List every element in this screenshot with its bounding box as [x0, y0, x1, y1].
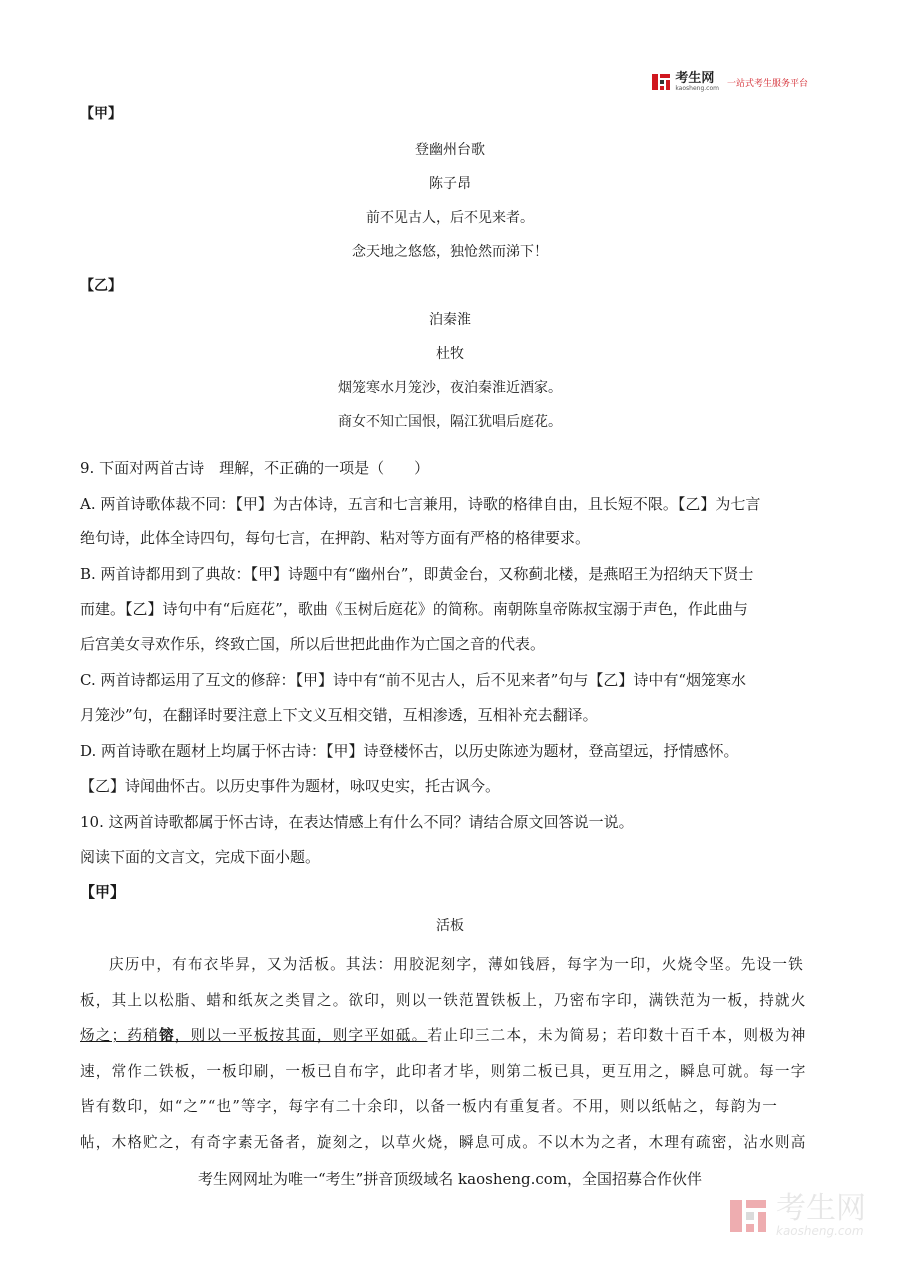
option-c-line1: C. 两首诗都运用了互文的修辞：【甲】诗中有“前不见古人，后不见来者”句与【乙】诗中有“烟笼寒水: [80, 671, 746, 689]
watermark-domain: kaosheng.com: [776, 1224, 864, 1238]
passage-line-3: 炀之；药稍镕，则以一平板按其面，则字平如砥。若止印三二本，未为简易；若印数十百千本，则极为神: [80, 1027, 807, 1044]
option-b-line3: 后宫美女寻欢作乐，终致亡国，所以后世把此曲作为亡国之音的代表。: [80, 635, 546, 653]
poem-yi-line1: 烟笼寒水月笼沙，夜泊秦淮近酒家。: [338, 380, 562, 396]
option-a-line2: 绝句诗，此体全诗四句，每句七言，在押韵、粘对等方面有严格的格律要求。: [80, 529, 591, 547]
option-d-line1: D. 两首诗歌在题材上均属于怀古诗：【甲】诗登楼怀古，以历史陈迹为题材，登高望远，抒情感怀。: [80, 742, 739, 760]
emphasized-char: 镕: [158, 1027, 175, 1044]
passage-line-4: 速，常作二铁板，一板印刷，一板已自布字，此印者才毕，则第二板已具，更互用之，瞬息可就。每一字: [80, 1063, 807, 1080]
poem-yi-title: 泊秦淮: [429, 312, 471, 328]
poem-jia-title: 登幽州台歌: [415, 142, 485, 158]
footer-text: 考生网网址为唯一“考生”拼音顶级域名 kaosheng.com，全国招募合作伙伴: [197, 1170, 703, 1188]
underlined-sentence: 炀之；药稍镕，则以一平板按其面，则字平如砥。: [80, 1027, 428, 1044]
question-10: 10. 这两首诗歌都属于怀古诗，在表达情感上有什么不同？请结合原文回答说一说。: [80, 813, 634, 831]
poem-jia-line1: 前不见古人，后不见来者。: [366, 210, 534, 226]
kaosheng-logo-icon: [651, 72, 671, 92]
poem-yi-label: 【乙】: [80, 278, 122, 294]
passage-line-5: 皆有数印，如“之”“也”等字，每字有二十余印，以备一板内有重复者。不用，则以纸帖之，每韵为一: [80, 1098, 778, 1115]
passage-line-1: 庆历中，有布衣毕昇，又为活板。其法：用胶泥刻字，薄如钱唇，每字为一印，火烧令坚。先设一铁: [109, 956, 804, 973]
poem-yi-line2: 商女不知亡国恨，隔江犹唱后庭花。: [338, 414, 562, 430]
passage-line-2: 板，其上以松脂、蜡和纸灰之类冒之。欲印，则以一铁范置铁板上，乃密布字印，满铁范为一板，持就火: [80, 992, 807, 1009]
poem-jia-line2: 念天地之悠悠，独怆然而涕下！: [352, 244, 548, 260]
reading-intro: 阅读下面的文言文，完成下面小题。: [80, 848, 321, 866]
poem-jia-author: 陈子昂: [429, 176, 471, 192]
watermark-name: 考生网: [776, 1191, 866, 1226]
logo-domain: kaosheng.com: [675, 85, 719, 92]
option-c-line2: 月笼沙”句，在翻译时要注意上下文义互相交错，互相渗透，互相补充去翻译。: [80, 706, 598, 724]
logo-name: 考生网: [675, 71, 715, 86]
option-d-line2: 【乙】诗闻曲怀古。以历史事件为题材，咏叹史实，托古讽今。: [80, 777, 501, 795]
option-a-line1: A. 两首诗歌体裁不同：【甲】为古体诗，五言和七言兼用，诗歌的格律自由，且长短不限。【乙】为七言: [80, 495, 761, 513]
site-logo[interactable]: [651, 72, 808, 92]
passage-label: 【甲】: [80, 883, 126, 901]
passage-title: 活板: [436, 918, 464, 934]
watermark: [728, 1191, 866, 1238]
logo-slogan: 一站式考生服务平台: [726, 78, 808, 89]
poem-jia-label: 【甲】: [80, 106, 122, 122]
watermark-logo-icon: [728, 1196, 768, 1236]
option-b-line1: B. 两首诗都用到了典故：【甲】诗题中有“幽州台”，即黄金台，又称蓟北楼，是燕昭王为招纳天下贤士: [80, 565, 754, 583]
poems-section: [80, 104, 820, 432]
question-9: 9. 下面对两首古诗 理解，不正确的一项是（ ）: [80, 459, 430, 477]
option-b-line2: 而建。【乙】诗句中有“后庭花”，歌曲《玉树后庭花》的简称。南朝陈皇帝陈叔宝溺于声色，作此曲与: [80, 600, 748, 618]
poem-yi-author: 杜牧: [436, 346, 464, 362]
passage-line-6: 帖，木格贮之，有奇字素无备者，旋刻之，以草火烧，瞬息可成。不以木为之者，木理有疏密，沾水则高: [80, 1134, 807, 1151]
